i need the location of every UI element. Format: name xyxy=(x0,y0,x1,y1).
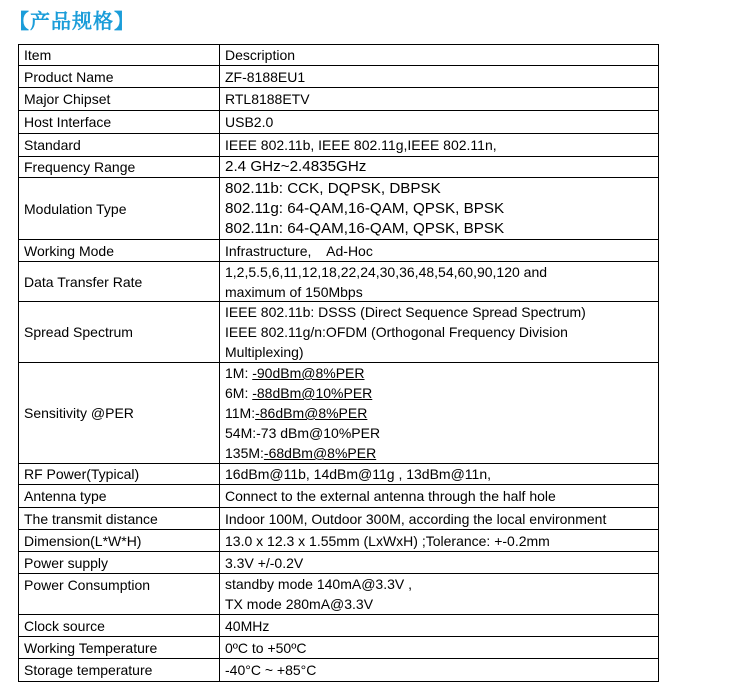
value-line: IEEE 802.11b: DSSS (Direct Sequence Spread Spectrum) xyxy=(225,304,586,320)
item-label: Working Temperature xyxy=(19,637,220,658)
sensitivity-rate: 1M: xyxy=(225,365,253,381)
spec-table xyxy=(18,44,659,682)
item-value xyxy=(220,485,659,507)
row-spread-spectrum xyxy=(19,302,659,363)
item-label: Product Name xyxy=(19,66,220,87)
value-line: -40°C ~ +85°C xyxy=(225,662,317,678)
item-label: Working Mode xyxy=(19,240,220,261)
sensitivity-line xyxy=(225,443,653,463)
sensitivity-rate: 11M: xyxy=(225,405,256,421)
value-line: 802.11n: 64-QAM,16-QAM, QPSK, BPSK xyxy=(225,219,505,237)
header-description: Description xyxy=(220,45,659,65)
value-line: Infrastructure, Ad-Hoc xyxy=(225,242,373,259)
item-label: The transmit distance xyxy=(19,508,220,529)
item-value xyxy=(220,111,659,133)
item-value xyxy=(220,615,659,636)
item-label: Sensitivity @PER xyxy=(19,363,220,463)
item-value xyxy=(220,134,659,156)
value-line: ZF-8188EU1 xyxy=(225,68,306,85)
value-line: Connect to the external antenna through the half hole xyxy=(225,488,556,504)
item-value xyxy=(220,178,659,239)
item-label: Frequency Range xyxy=(19,157,220,177)
value-line: 13.0 x 12.3 x 1.55mm (LxWxH) ;Tolerance: +-0.2mm xyxy=(225,532,550,549)
value-line: RTL8188ETV xyxy=(225,91,310,107)
item-label: Power Consumption xyxy=(19,574,220,614)
item-value xyxy=(220,637,659,658)
item-value xyxy=(220,552,659,573)
value-line: standby mode 140mA@3.3V , xyxy=(225,576,412,592)
sensitivity-value: -90dBm@8%PER xyxy=(252,365,365,381)
row-working-mode xyxy=(19,240,659,262)
row-antenna-type xyxy=(19,485,659,508)
row-sensitivity xyxy=(19,363,659,464)
item-value xyxy=(220,262,659,301)
value-line: 40MHz xyxy=(225,617,270,634)
value-line: IEEE 802.11b, IEEE 802.11g,IEEE 802.11n, xyxy=(225,137,497,153)
section-title: 【产品规格】 xyxy=(9,9,135,33)
row-data-transfer-rate xyxy=(19,262,659,302)
row-power-supply xyxy=(19,552,659,574)
sensitivity-line xyxy=(225,363,653,383)
row-modulation-type xyxy=(19,178,659,240)
item-value xyxy=(220,508,659,529)
row-major-chipset xyxy=(19,88,659,111)
row-transmit-distance xyxy=(19,508,659,530)
item-value xyxy=(220,302,659,362)
sensitivity-line xyxy=(225,383,653,403)
item-value xyxy=(220,464,659,484)
sensitivity-rate: 54M: xyxy=(225,425,257,441)
item-label: Modulation Type xyxy=(19,178,220,239)
sensitivity-value: -88dBm@10%PER xyxy=(252,385,373,401)
item-label: Host Interface xyxy=(19,111,220,133)
sensitivity-line xyxy=(225,403,653,423)
value-line: 0ºC to +50ºC xyxy=(225,639,307,656)
row-host-interface xyxy=(19,111,659,134)
sensitivity-rate: 135M: xyxy=(225,445,264,461)
sensitivity-line xyxy=(225,423,653,443)
row-dimension xyxy=(19,530,659,552)
row-product-name xyxy=(19,66,659,88)
value-line: maximum of 150Mbps xyxy=(225,283,363,300)
item-label: Spread Spectrum xyxy=(19,302,220,362)
item-label: Standard xyxy=(19,134,220,156)
value-line: 16dBm@11b, 14dBm@11g , 13dBm@11n, xyxy=(225,466,492,482)
row-power-consumption xyxy=(19,574,659,615)
item-label: Dimension(L*W*H) xyxy=(19,530,220,551)
row-working-temperature xyxy=(19,637,659,659)
value-line: Indoor 100M, Outdoor 300M, according the local environment xyxy=(225,510,607,527)
header-item: Item xyxy=(19,45,220,65)
value-line: Multiplexing) xyxy=(225,344,304,360)
value-line: 3.3V +/-0.2V xyxy=(225,554,304,571)
item-value xyxy=(220,574,659,614)
item-value xyxy=(220,88,659,110)
item-value xyxy=(220,157,659,177)
item-label: Major Chipset xyxy=(19,88,220,110)
row-frequency-range xyxy=(19,157,659,178)
item-value xyxy=(220,240,659,261)
item-label: Clock source xyxy=(19,615,220,636)
item-label: Antenna type xyxy=(19,485,220,507)
sensitivity-rate: 6M: xyxy=(225,385,253,401)
value-line: 2.4 GHz~2.4835GHz xyxy=(225,158,367,175)
row-clock-source xyxy=(19,615,659,637)
item-value xyxy=(220,66,659,87)
row-rf-power xyxy=(19,464,659,485)
value-line: 802.11b: CCK, DQPSK, DBPSK xyxy=(225,179,441,197)
value-line: 802.11g: 64-QAM,16-QAM, QPSK, BPSK xyxy=(225,199,505,217)
value-line: USB2.0 xyxy=(225,114,274,130)
sensitivity-value: -86dBm@8%PER xyxy=(255,405,368,421)
table-header-row xyxy=(19,45,659,66)
item-label: Storage temperature xyxy=(19,659,220,681)
item-label: RF Power(Typical) xyxy=(19,464,220,484)
item-value xyxy=(220,363,659,463)
sensitivity-value: -68dBm@8%PER xyxy=(263,445,377,461)
value-line: TX mode 280mA@3.3V xyxy=(225,596,374,612)
item-label: Power supply xyxy=(19,552,220,573)
item-label: Data Transfer Rate xyxy=(19,262,220,301)
row-standard xyxy=(19,134,659,157)
value-line: 1,2,5.5,6,11,12,18,22,24,30,36,48,54,60,90,120 and xyxy=(225,263,548,280)
row-storage-temperature xyxy=(19,659,659,682)
value-line: IEEE 802.11g/n:OFDM (Orthogonal Frequency Division xyxy=(225,324,568,340)
item-value xyxy=(220,530,659,551)
item-value xyxy=(220,659,659,681)
sensitivity-value: -73 dBm@10%PER xyxy=(256,425,381,441)
